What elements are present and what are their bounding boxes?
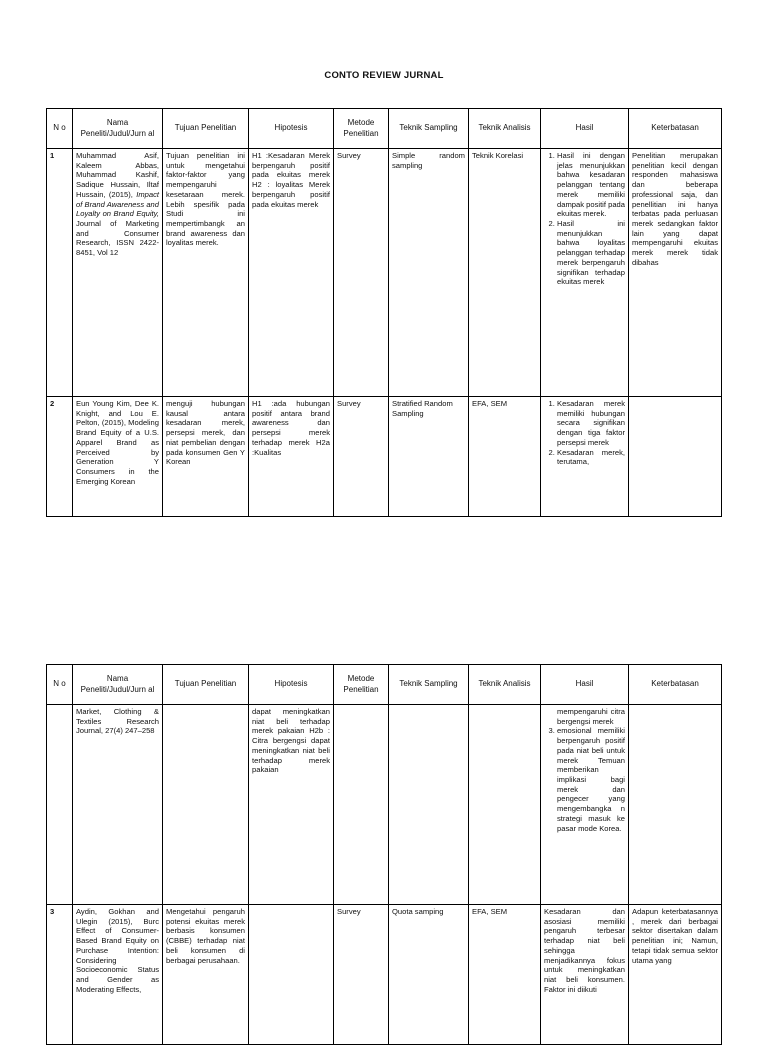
review-table-page-1 bbox=[46, 108, 722, 517]
table-row bbox=[47, 149, 722, 397]
hasil-item: 1. Hasil ini dengan jelas menunjukkan bahwa kesadaran pelanggan tentang merek memiliki dampak positif pada ekuitas merek. bbox=[557, 151, 625, 219]
header-tujuan: Tujuan Penelitian bbox=[163, 665, 249, 705]
cell-hasil bbox=[541, 705, 629, 905]
hasil-item-cont: mempengaruhi citra bergengsi merek bbox=[557, 707, 625, 726]
table-row bbox=[47, 705, 722, 905]
row-number bbox=[47, 705, 73, 905]
hasil-item: 2. Kesadaran merek, terutama, bbox=[557, 448, 625, 467]
header-hipotesis: Hipotesis bbox=[249, 665, 334, 705]
header-nama: Nama Peneliti/Judul/Jurn al bbox=[73, 665, 163, 705]
header-analisis: Teknik Analisis bbox=[469, 109, 541, 149]
review-table-page-2 bbox=[46, 664, 722, 1045]
hasil-list bbox=[544, 399, 625, 467]
header-sampling: Teknik Sampling bbox=[389, 109, 469, 149]
header-keterbatasan: Keterbatasan bbox=[629, 109, 722, 149]
table-row bbox=[47, 397, 722, 517]
cell-metode: Survey bbox=[334, 397, 389, 517]
cell-keterbatasan: Adapun keterbatasannya , merek dari berbagai sektor disertakan dalam penelitian ini; Namun, tetapi tidak semua sektor utama yang bbox=[629, 905, 722, 1045]
hasil-item: 3. emosional memiliki berpengaruh positif pada niat beli untuk merek Temuan memberikan implikasi bagi merek dan pengecer yang mengembangka n strategi masuk ke pasar mode Korea. bbox=[557, 726, 625, 833]
header-metode: Metode Penelitian bbox=[334, 109, 389, 149]
cell-metode: Survey bbox=[334, 905, 389, 1045]
header-nama: Nama Peneliti/Judul/Jurn al bbox=[73, 109, 163, 149]
hasil-item: 1. Kesadaran merek memiliki hubungan secara signifikan dengan tiga faktor persepsi merek bbox=[557, 399, 625, 448]
cell-sampling bbox=[389, 705, 469, 905]
header-analisis: Teknik Analisis bbox=[469, 665, 541, 705]
nama-journal: Journal of Marketing and Consumer Research, ISSN 2422-8451, Vol 12 bbox=[76, 219, 159, 258]
cell-sampling: Simple random sampling bbox=[389, 149, 469, 397]
cell-nama bbox=[73, 149, 163, 397]
row-number: 1 bbox=[47, 149, 73, 397]
cell-hipotesis: H1 :ada hubungan positif antara brand awareness dan persepsi merek terhadap merek H2a :Kualitas bbox=[249, 397, 334, 517]
cell-metode: Survey bbox=[334, 149, 389, 397]
cell-analisis: Teknik Korelasi bbox=[469, 149, 541, 397]
row-number: 2 bbox=[47, 397, 73, 517]
header-no: N o bbox=[47, 109, 73, 149]
row-number: 3 bbox=[47, 905, 73, 1045]
cell-sampling: Quota samping bbox=[389, 905, 469, 1045]
header-hipotesis: Hipotesis bbox=[249, 109, 334, 149]
header-tujuan: Tujuan Penelitian bbox=[163, 109, 249, 149]
cell-analisis bbox=[469, 705, 541, 905]
cell-metode bbox=[334, 705, 389, 905]
hasil-item: 2. Hasil ini menunjukkan bahwa loyalitas pelanggan terhadap merek berpengaruh signifikan terhadap ekuitas merek bbox=[557, 219, 625, 287]
cell-nama: Market, Clothing & Textiles Research Journal, 27(4) 247–258 bbox=[73, 705, 163, 905]
cell-tujuan: menguji hubungan kausal antara kesadaran merek, persepsi merek, dan niat pembelian dengan pada konsumen Gen Y Korean bbox=[163, 397, 249, 517]
cell-hipotesis: dapat meningkatkan niat beli terhadap merek pakaian H2b : Citra bergengsi dapat meningkatkan niat beli terhadap merek pakaian bbox=[249, 705, 334, 905]
cell-hasil bbox=[541, 397, 629, 517]
cell-analisis: EFA, SEM bbox=[469, 905, 541, 1045]
nama-title: Impact of Brand Awareness and Loyalty on Brand Equity, bbox=[76, 189, 159, 219]
header-sampling: Teknik Sampling bbox=[389, 665, 469, 705]
header-keterbatasan: Keterbatasan bbox=[629, 665, 722, 705]
hasil-list bbox=[544, 707, 625, 833]
nama-authors: Muhammad Asif, Kaleem Abbas, Muhammad Kashif, Sadique Hussain, Iltaf Hussain, (2015), bbox=[76, 151, 159, 199]
document-title: CONTO REVIEW JURNAL bbox=[324, 70, 444, 81]
cell-tujuan bbox=[163, 705, 249, 905]
table-header-row bbox=[47, 665, 722, 705]
header-hasil: Hasil bbox=[541, 665, 629, 705]
header-metode: Metode Penelitian bbox=[334, 665, 389, 705]
cell-hasil: Kesadaran dan asosiasi memiliki pengaruh terbesar terhadap niat beli sehingga menjadikannya fokus untuk meningkatkan niat beli konsumen. Faktor ini diikuti bbox=[541, 905, 629, 1045]
cell-keterbatasan bbox=[629, 397, 722, 517]
cell-hasil bbox=[541, 149, 629, 397]
cell-nama: Eun Young Kim, Dee K. Knight, and Lou E. Pelton, (2015), Modeling Brand Equity of a U.S. Apparel Brand as Perceived by Generation Y Consumers in the Emerging Korean bbox=[73, 397, 163, 517]
cell-keterbatasan bbox=[629, 705, 722, 905]
cell-nama: Aydin, Gokhan and Ulegin (2015), Burc Effect of Consumer-Based Brand Equity on Purchase Intention: Considering Socioeconomic Status and Gender as Moderating Effects, bbox=[73, 905, 163, 1045]
hasil-list bbox=[544, 151, 625, 287]
table-header-row bbox=[47, 109, 722, 149]
header-no: N o bbox=[47, 665, 73, 705]
cell-analisis: EFA, SEM bbox=[469, 397, 541, 517]
cell-tujuan: Tujuan penelitian ini untuk mengetahui faktor-faktor yang mempengaruhi kesetaraan merek. Lebih spesifik pada Studi ini mempertimbangk an brand awareness dan loyalitas merek. bbox=[163, 149, 249, 397]
cell-keterbatasan: Penelitian merupakan penelitian kecil dengan responden mahasiswa dan beberapa professional saja, dan penellitian ini hanya terbatas pada perluasan merek sedangkan faktor lain yang dapat mempengaruhi ekuitas merek merek tidak dibahas bbox=[629, 149, 722, 397]
cell-tujuan: Mengetahui pengaruh potensi ekuitas merek berbasis konsumen (CBBE) terhadap niat beli konsumen di berbagai perusahaan. bbox=[163, 905, 249, 1045]
cell-sampling: Stratified Random Sampling bbox=[389, 397, 469, 517]
cell-hipotesis: H1 :Kesadaran Merek berpengaruh positif pada ekuitas merek H2 : loyalitas Merek berpengaruh positif pada ekuitas merek bbox=[249, 149, 334, 397]
header-hasil: Hasil bbox=[541, 109, 629, 149]
